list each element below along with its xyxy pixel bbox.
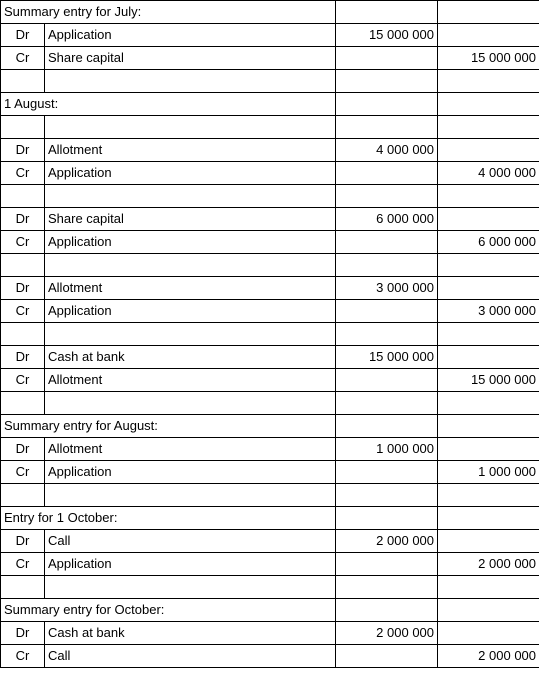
section-heading-row xyxy=(1,93,539,116)
blank-row xyxy=(1,185,539,208)
journal-entry-row xyxy=(1,162,539,185)
journal-entry-row xyxy=(1,530,539,553)
debit-cell xyxy=(336,392,438,415)
account-cell: Share capital xyxy=(45,47,336,70)
debit-cell xyxy=(336,70,438,93)
account-cell: Allotment xyxy=(45,369,336,392)
account-cell: Application xyxy=(45,300,336,323)
credit-cell xyxy=(438,139,539,162)
drcr-cell: Cr xyxy=(1,47,45,70)
debit-cell: 15 000 000 xyxy=(336,346,438,369)
drcr-cell: Cr xyxy=(1,369,45,392)
account-cell xyxy=(45,70,336,93)
journal-entry-row xyxy=(1,346,539,369)
debit-cell: 1 000 000 xyxy=(336,438,438,461)
credit-cell xyxy=(438,70,539,93)
credit-cell xyxy=(438,346,539,369)
account-cell: Allotment xyxy=(45,438,336,461)
journal-entry-row xyxy=(1,461,539,484)
credit-cell xyxy=(438,622,539,645)
drcr-cell: Cr xyxy=(1,162,45,185)
section-heading-row xyxy=(1,599,539,622)
debit-cell: 3 000 000 xyxy=(336,277,438,300)
account-cell: Call xyxy=(45,645,336,668)
drcr-cell xyxy=(1,116,45,139)
credit-cell xyxy=(438,208,539,231)
account-cell xyxy=(45,323,336,346)
debit-cell xyxy=(336,93,438,116)
credit-cell xyxy=(438,24,539,47)
debit-cell xyxy=(336,369,438,392)
debit-cell xyxy=(336,254,438,277)
credit-cell xyxy=(438,392,539,415)
drcr-cell: Cr xyxy=(1,231,45,254)
credit-cell xyxy=(438,277,539,300)
account-cell: Cash at bank xyxy=(45,622,336,645)
drcr-cell: Cr xyxy=(1,553,45,576)
credit-cell: 2 000 000 xyxy=(438,553,539,576)
account-cell: Cash at bank xyxy=(45,346,336,369)
credit-cell xyxy=(438,415,539,438)
debit-cell xyxy=(336,484,438,507)
account-cell: Allotment xyxy=(45,277,336,300)
journal-entry-row xyxy=(1,300,539,323)
blank-row xyxy=(1,254,539,277)
drcr-cell xyxy=(1,576,45,599)
debit-cell xyxy=(336,576,438,599)
journal-entry-row xyxy=(1,47,539,70)
drcr-cell: Dr xyxy=(1,208,45,231)
blank-row xyxy=(1,323,539,346)
section-heading: Summary entry for July: xyxy=(1,1,336,24)
credit-cell xyxy=(438,116,539,139)
journal-entry-row xyxy=(1,553,539,576)
blank-row xyxy=(1,576,539,599)
account-cell xyxy=(45,185,336,208)
credit-cell: 6 000 000 xyxy=(438,231,539,254)
credit-cell xyxy=(438,323,539,346)
journal-entry-row xyxy=(1,231,539,254)
debit-cell xyxy=(336,47,438,70)
debit-cell xyxy=(336,231,438,254)
drcr-cell: Cr xyxy=(1,300,45,323)
journal-entry-row xyxy=(1,208,539,231)
account-cell: Call xyxy=(45,530,336,553)
account-cell: Application xyxy=(45,162,336,185)
debit-cell xyxy=(336,116,438,139)
journal-entry-row xyxy=(1,622,539,645)
drcr-cell: Dr xyxy=(1,139,45,162)
account-cell: Allotment xyxy=(45,139,336,162)
credit-cell xyxy=(438,1,539,24)
debit-cell xyxy=(336,185,438,208)
credit-cell xyxy=(438,185,539,208)
journal-entry-row xyxy=(1,645,539,668)
drcr-cell: Dr xyxy=(1,277,45,300)
credit-cell xyxy=(438,254,539,277)
debit-cell: 2 000 000 xyxy=(336,622,438,645)
debit-cell: 15 000 000 xyxy=(336,24,438,47)
debit-cell xyxy=(336,553,438,576)
journal-entry-row xyxy=(1,24,539,47)
debit-cell xyxy=(336,415,438,438)
drcr-cell: Dr xyxy=(1,346,45,369)
section-heading-row xyxy=(1,507,539,530)
section-heading-row xyxy=(1,1,539,24)
blank-row xyxy=(1,116,539,139)
section-heading: 1 August: xyxy=(1,93,336,116)
debit-cell xyxy=(336,645,438,668)
account-cell xyxy=(45,484,336,507)
account-cell: Application xyxy=(45,461,336,484)
drcr-cell: Dr xyxy=(1,530,45,553)
debit-cell xyxy=(336,1,438,24)
credit-cell xyxy=(438,93,539,116)
debit-cell xyxy=(336,300,438,323)
credit-cell: 15 000 000 xyxy=(438,369,539,392)
account-cell xyxy=(45,576,336,599)
section-heading: Summary entry for October: xyxy=(1,599,336,622)
credit-cell: 4 000 000 xyxy=(438,162,539,185)
drcr-cell xyxy=(1,323,45,346)
credit-cell: 3 000 000 xyxy=(438,300,539,323)
credit-cell xyxy=(438,599,539,622)
drcr-cell xyxy=(1,484,45,507)
debit-cell: 6 000 000 xyxy=(336,208,438,231)
debit-cell xyxy=(336,162,438,185)
credit-cell xyxy=(438,576,539,599)
journal-entry-row xyxy=(1,369,539,392)
drcr-cell: Cr xyxy=(1,645,45,668)
debit-cell xyxy=(336,461,438,484)
blank-row xyxy=(1,70,539,93)
debit-cell xyxy=(336,507,438,530)
section-heading-row xyxy=(1,415,539,438)
credit-cell: 1 000 000 xyxy=(438,461,539,484)
debit-cell xyxy=(336,599,438,622)
section-heading: Summary entry for August: xyxy=(1,415,336,438)
credit-cell: 15 000 000 xyxy=(438,47,539,70)
drcr-cell xyxy=(1,185,45,208)
drcr-cell xyxy=(1,70,45,93)
account-cell: Share capital xyxy=(45,208,336,231)
credit-cell xyxy=(438,530,539,553)
account-cell: Application xyxy=(45,24,336,47)
drcr-cell: Dr xyxy=(1,438,45,461)
account-cell xyxy=(45,392,336,415)
drcr-cell: Dr xyxy=(1,24,45,47)
drcr-cell xyxy=(1,254,45,277)
account-cell: Application xyxy=(45,231,336,254)
credit-cell xyxy=(438,438,539,461)
debit-cell xyxy=(336,323,438,346)
debit-cell: 4 000 000 xyxy=(336,139,438,162)
journal-body xyxy=(1,1,539,668)
drcr-cell: Cr xyxy=(1,461,45,484)
credit-cell: 2 000 000 xyxy=(438,645,539,668)
debit-cell: 2 000 000 xyxy=(336,530,438,553)
credit-cell xyxy=(438,484,539,507)
section-heading: Entry for 1 October: xyxy=(1,507,336,530)
credit-cell xyxy=(438,507,539,530)
blank-row xyxy=(1,484,539,507)
journal-entry-row xyxy=(1,139,539,162)
blank-row xyxy=(1,392,539,415)
drcr-cell: Dr xyxy=(1,622,45,645)
journal-entry-row xyxy=(1,277,539,300)
account-cell: Application xyxy=(45,553,336,576)
account-cell xyxy=(45,254,336,277)
account-cell xyxy=(45,116,336,139)
journal-entry-row xyxy=(1,438,539,461)
drcr-cell xyxy=(1,392,45,415)
